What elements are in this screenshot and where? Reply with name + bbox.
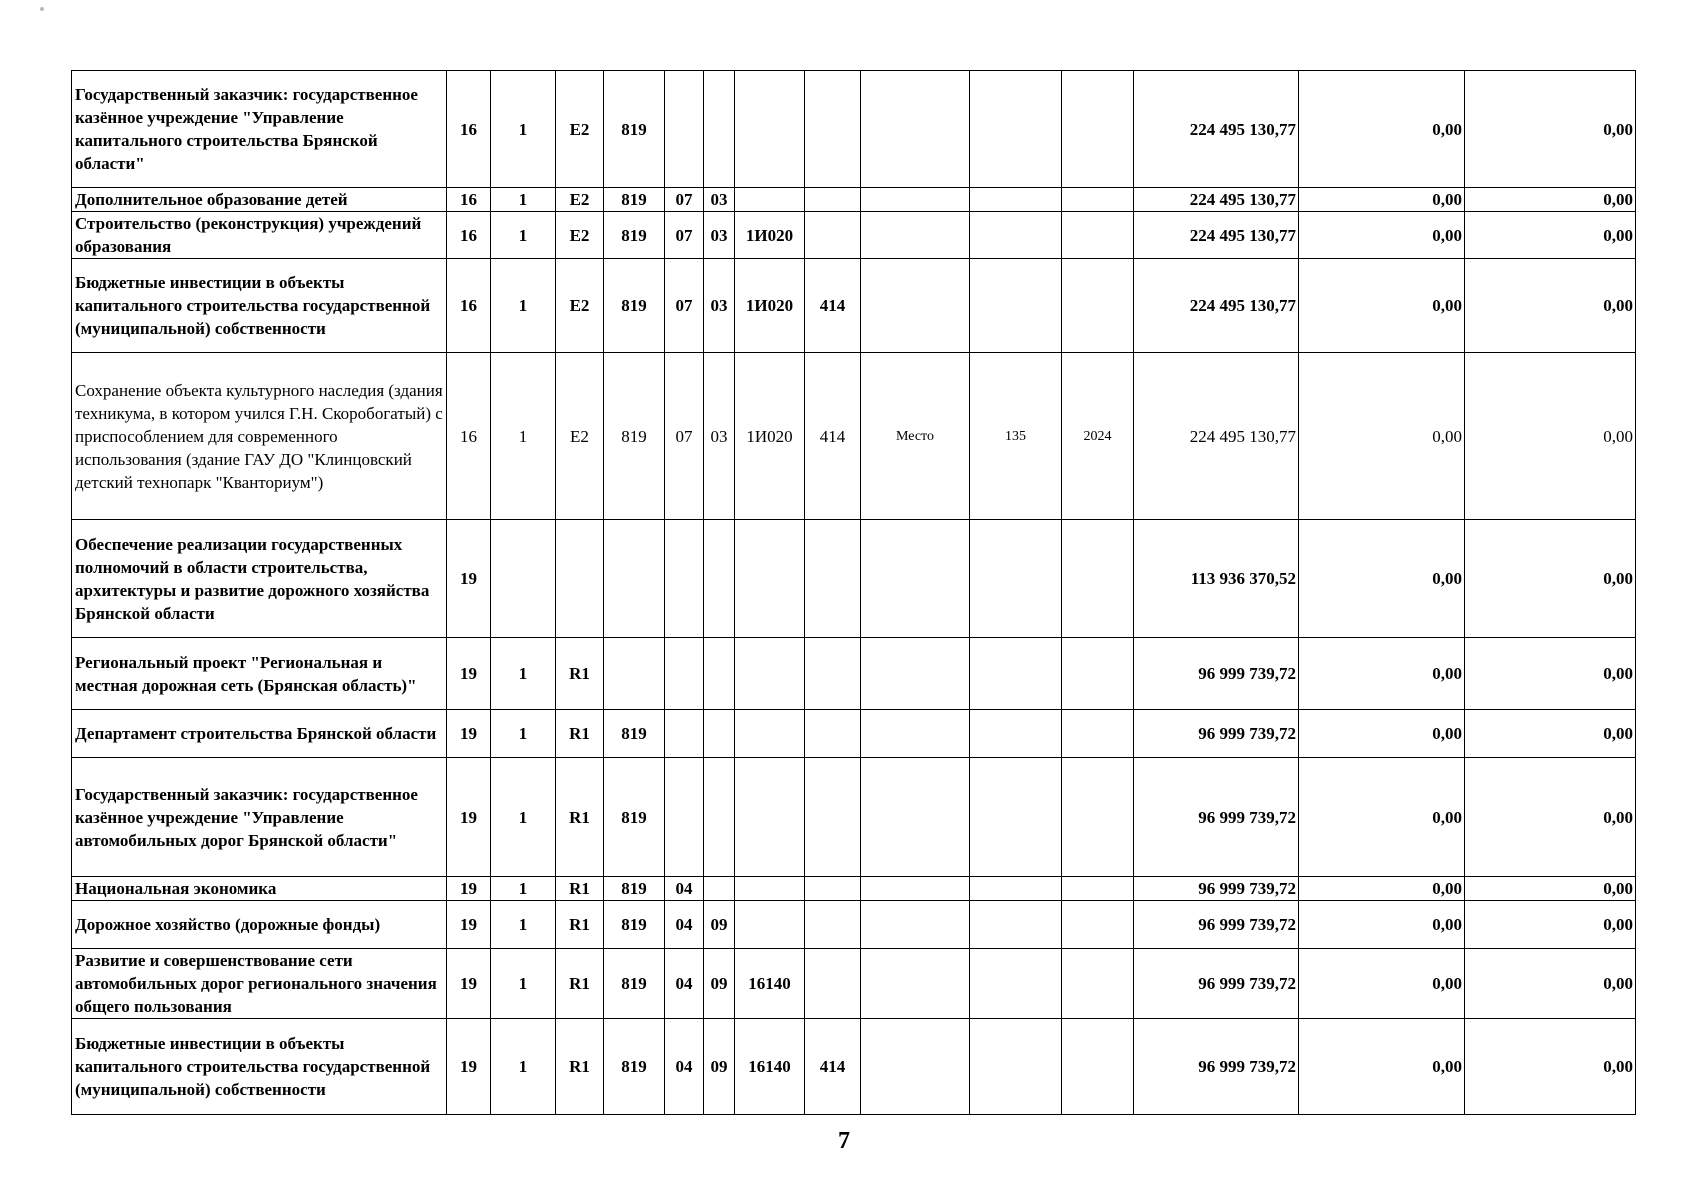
col-unit-cell	[861, 901, 970, 949]
table-row	[72, 949, 1636, 1019]
col-819-cell: 819	[604, 901, 665, 949]
row-name-cell: Государственный заказчик: государственное казённое учреждение "Управление автомобильных дорог Брянской области"	[72, 758, 447, 877]
col-unit-cell	[861, 638, 970, 710]
col-1-cell: 1	[491, 949, 556, 1019]
col-amount-1-cell: 96 999 739,72	[1134, 1019, 1299, 1115]
col-amount-2-cell: 0,00	[1299, 638, 1465, 710]
col-section-cell	[665, 758, 704, 877]
row-name-cell: Бюджетные инвестиции в объекты капитального строительства государственной (муниципальной) собственности	[72, 259, 447, 353]
col-section-cell: 04	[665, 877, 704, 901]
col-1-cell: 1	[491, 758, 556, 877]
col-819-cell	[604, 638, 665, 710]
col-capacity-cell	[970, 949, 1062, 1019]
col-1-cell: 1	[491, 212, 556, 259]
col-type-cell	[805, 212, 861, 259]
col-code-cell: R1	[556, 1019, 604, 1115]
col-item-cell	[735, 877, 805, 901]
col-capacity-cell	[970, 758, 1062, 877]
col-year-cell	[1062, 1019, 1134, 1115]
col-item-cell: 1И020	[735, 353, 805, 520]
row-name-cell: Развитие и совершенствование сети автомобильных дорог регионального значения общего пользования	[72, 949, 447, 1019]
col-819-cell: 819	[604, 212, 665, 259]
col-year-cell	[1062, 520, 1134, 638]
table-row	[72, 353, 1636, 520]
col-year-cell	[1062, 710, 1134, 758]
col-capacity-cell: 135	[970, 353, 1062, 520]
col-unit-cell	[861, 710, 970, 758]
col-capacity-cell	[970, 259, 1062, 353]
col-amount-3-cell: 0,00	[1465, 1019, 1636, 1115]
row-name-cell: Дополнительное образование детей	[72, 188, 447, 212]
col-code-cell: R1	[556, 758, 604, 877]
col-item-cell	[735, 188, 805, 212]
col-amount-2-cell: 0,00	[1299, 710, 1465, 758]
col-amount-2-cell: 0,00	[1299, 188, 1465, 212]
col-1-cell: 1	[491, 188, 556, 212]
table-row	[72, 1019, 1636, 1115]
col-year-cell	[1062, 638, 1134, 710]
col-amount-3-cell: 0,00	[1465, 901, 1636, 949]
col-type-cell: 414	[805, 353, 861, 520]
col-amount-2-cell: 0,00	[1299, 1019, 1465, 1115]
col-code-cell: E2	[556, 353, 604, 520]
col-year-cell	[1062, 188, 1134, 212]
col-section-cell: 07	[665, 212, 704, 259]
col-section-cell: 07	[665, 188, 704, 212]
col-type-cell	[805, 877, 861, 901]
col-item-cell	[735, 758, 805, 877]
col-code-cell	[556, 520, 604, 638]
col-16-cell: 16	[447, 353, 491, 520]
table-row	[72, 638, 1636, 710]
budget-table	[71, 70, 1636, 1115]
col-code-cell: R1	[556, 901, 604, 949]
col-type-cell	[805, 71, 861, 188]
col-code-cell: E2	[556, 212, 604, 259]
col-amount-1-cell: 96 999 739,72	[1134, 949, 1299, 1019]
col-section-cell	[665, 710, 704, 758]
col-16-cell: 19	[447, 520, 491, 638]
row-name-cell: Региональный проект "Региональная и местная дорожная сеть (Брянская область)"	[72, 638, 447, 710]
col-subsection-cell	[704, 638, 735, 710]
col-819-cell: 819	[604, 353, 665, 520]
col-amount-3-cell: 0,00	[1465, 71, 1636, 188]
col-subsection-cell: 09	[704, 1019, 735, 1115]
col-amount-3-cell: 0,00	[1465, 188, 1636, 212]
col-unit-cell	[861, 71, 970, 188]
col-819-cell: 819	[604, 949, 665, 1019]
col-item-cell: 1И020	[735, 212, 805, 259]
table-row	[72, 71, 1636, 188]
col-subsection-cell	[704, 71, 735, 188]
col-subsection-cell	[704, 758, 735, 877]
col-section-cell: 07	[665, 259, 704, 353]
col-unit-cell	[861, 758, 970, 877]
col-item-cell: 16140	[735, 1019, 805, 1115]
table-body	[72, 71, 1636, 1115]
col-819-cell: 819	[604, 259, 665, 353]
col-amount-3-cell: 0,00	[1465, 259, 1636, 353]
col-unit-cell	[861, 520, 970, 638]
col-unit-cell	[861, 212, 970, 259]
table-row	[72, 758, 1636, 877]
col-item-cell	[735, 520, 805, 638]
col-subsection-cell: 03	[704, 188, 735, 212]
col-subsection-cell: 09	[704, 949, 735, 1019]
col-item-cell: 16140	[735, 949, 805, 1019]
col-code-cell: E2	[556, 71, 604, 188]
col-subsection-cell	[704, 877, 735, 901]
col-16-cell: 19	[447, 758, 491, 877]
col-amount-1-cell: 96 999 739,72	[1134, 901, 1299, 949]
col-year-cell	[1062, 758, 1134, 877]
col-amount-3-cell: 0,00	[1465, 520, 1636, 638]
col-unit-cell	[861, 188, 970, 212]
col-code-cell: R1	[556, 949, 604, 1019]
col-amount-1-cell: 224 495 130,77	[1134, 259, 1299, 353]
row-name-cell: Строительство (реконструкция) учреждений образования	[72, 212, 447, 259]
col-amount-2-cell: 0,00	[1299, 353, 1465, 520]
row-name-cell: Департамент строительства Брянской области	[72, 710, 447, 758]
col-1-cell: 1	[491, 353, 556, 520]
table-row	[72, 212, 1636, 259]
col-amount-3-cell: 0,00	[1465, 710, 1636, 758]
col-819-cell: 819	[604, 71, 665, 188]
col-1-cell	[491, 520, 556, 638]
col-16-cell: 19	[447, 949, 491, 1019]
col-section-cell: 04	[665, 949, 704, 1019]
col-item-cell	[735, 710, 805, 758]
col-type-cell	[805, 758, 861, 877]
col-capacity-cell	[970, 188, 1062, 212]
col-amount-2-cell: 0,00	[1299, 520, 1465, 638]
page-number: 7	[838, 1128, 850, 1154]
col-year-cell	[1062, 949, 1134, 1019]
col-1-cell: 1	[491, 877, 556, 901]
row-name-cell: Сохранение объекта культурного наследия (здания техникума, в котором учился Г.Н. Скоробогатый) с приспособлением для современного использования (здание ГАУ ДО "Клинцовский детский технопарк "Кванториум")	[72, 353, 447, 520]
col-amount-2-cell: 0,00	[1299, 758, 1465, 877]
col-amount-3-cell: 0,00	[1465, 212, 1636, 259]
col-year-cell	[1062, 877, 1134, 901]
col-16-cell: 16	[447, 259, 491, 353]
col-1-cell: 1	[491, 1019, 556, 1115]
col-capacity-cell	[970, 520, 1062, 638]
col-type-cell	[805, 901, 861, 949]
col-subsection-cell: 03	[704, 259, 735, 353]
col-amount-1-cell: 224 495 130,77	[1134, 188, 1299, 212]
col-type-cell	[805, 520, 861, 638]
col-amount-3-cell: 0,00	[1465, 758, 1636, 877]
col-type-cell: 414	[805, 1019, 861, 1115]
col-unit-cell	[861, 259, 970, 353]
col-code-cell: R1	[556, 877, 604, 901]
col-type-cell	[805, 188, 861, 212]
col-16-cell: 19	[447, 638, 491, 710]
col-section-cell	[665, 638, 704, 710]
col-amount-1-cell: 224 495 130,77	[1134, 353, 1299, 520]
col-subsection-cell: 03	[704, 353, 735, 520]
row-name-cell: Обеспечение реализации государственных полномочий в области строительства, архитектуры и развитие дорожного хозяйства Брянской области	[72, 520, 447, 638]
col-year-cell: 2024	[1062, 353, 1134, 520]
col-unit-cell	[861, 877, 970, 901]
col-capacity-cell	[970, 212, 1062, 259]
col-amount-2-cell: 0,00	[1299, 949, 1465, 1019]
col-819-cell: 819	[604, 188, 665, 212]
col-amount-3-cell: 0,00	[1465, 638, 1636, 710]
col-16-cell: 16	[447, 188, 491, 212]
col-amount-1-cell: 96 999 739,72	[1134, 758, 1299, 877]
col-amount-1-cell: 224 495 130,77	[1134, 71, 1299, 188]
col-amount-1-cell: 96 999 739,72	[1134, 710, 1299, 758]
row-name-cell: Дорожное хозяйство (дорожные фонды)	[72, 901, 447, 949]
col-year-cell	[1062, 259, 1134, 353]
col-code-cell: R1	[556, 638, 604, 710]
col-16-cell: 19	[447, 877, 491, 901]
col-item-cell	[735, 638, 805, 710]
col-unit-cell: Место	[861, 353, 970, 520]
col-16-cell: 19	[447, 710, 491, 758]
col-section-cell: 04	[665, 901, 704, 949]
col-code-cell: E2	[556, 188, 604, 212]
col-16-cell: 19	[447, 901, 491, 949]
col-amount-3-cell: 0,00	[1465, 353, 1636, 520]
col-1-cell: 1	[491, 638, 556, 710]
table-row	[72, 710, 1636, 758]
col-16-cell: 16	[447, 212, 491, 259]
col-capacity-cell	[970, 1019, 1062, 1115]
col-819-cell	[604, 520, 665, 638]
col-amount-1-cell: 224 495 130,77	[1134, 212, 1299, 259]
col-section-cell	[665, 520, 704, 638]
col-year-cell	[1062, 212, 1134, 259]
row-name-cell: Государственный заказчик: государственное казённое учреждение "Управление капитального строительства Брянской области"	[72, 71, 447, 188]
scan-speck	[40, 7, 44, 11]
col-subsection-cell: 03	[704, 212, 735, 259]
col-subsection-cell	[704, 520, 735, 638]
col-type-cell	[805, 949, 861, 1019]
col-type-cell	[805, 638, 861, 710]
col-subsection-cell	[704, 710, 735, 758]
col-amount-2-cell: 0,00	[1299, 259, 1465, 353]
col-unit-cell	[861, 1019, 970, 1115]
table-row	[72, 901, 1636, 949]
col-amount-1-cell: 96 999 739,72	[1134, 638, 1299, 710]
col-819-cell: 819	[604, 758, 665, 877]
col-819-cell: 819	[604, 877, 665, 901]
table-row	[72, 520, 1636, 638]
table-row	[72, 877, 1636, 901]
col-amount-2-cell: 0,00	[1299, 212, 1465, 259]
col-amount-2-cell: 0,00	[1299, 71, 1465, 188]
col-unit-cell	[861, 949, 970, 1019]
col-1-cell: 1	[491, 710, 556, 758]
col-subsection-cell: 09	[704, 901, 735, 949]
col-section-cell: 04	[665, 1019, 704, 1115]
col-type-cell: 414	[805, 259, 861, 353]
col-code-cell: E2	[556, 259, 604, 353]
col-amount-2-cell: 0,00	[1299, 901, 1465, 949]
row-name-cell: Национальная экономика	[72, 877, 447, 901]
col-code-cell: R1	[556, 710, 604, 758]
col-1-cell: 1	[491, 71, 556, 188]
col-amount-3-cell: 0,00	[1465, 877, 1636, 901]
col-item-cell: 1И020	[735, 259, 805, 353]
col-capacity-cell	[970, 71, 1062, 188]
row-name-cell: Бюджетные инвестиции в объекты капитального строительства государственной (муниципальной) собственности	[72, 1019, 447, 1115]
col-capacity-cell	[970, 877, 1062, 901]
col-amount-1-cell: 113 936 370,52	[1134, 520, 1299, 638]
col-1-cell: 1	[491, 901, 556, 949]
table-row	[72, 259, 1636, 353]
col-capacity-cell	[970, 638, 1062, 710]
col-819-cell: 819	[604, 710, 665, 758]
col-item-cell	[735, 71, 805, 188]
col-capacity-cell	[970, 901, 1062, 949]
col-amount-2-cell: 0,00	[1299, 877, 1465, 901]
col-819-cell: 819	[604, 1019, 665, 1115]
table-row	[72, 188, 1636, 212]
col-16-cell: 19	[447, 1019, 491, 1115]
col-year-cell	[1062, 71, 1134, 188]
col-capacity-cell	[970, 710, 1062, 758]
col-1-cell: 1	[491, 259, 556, 353]
col-amount-3-cell: 0,00	[1465, 949, 1636, 1019]
col-section-cell	[665, 71, 704, 188]
col-item-cell	[735, 901, 805, 949]
col-16-cell: 16	[447, 71, 491, 188]
col-section-cell: 07	[665, 353, 704, 520]
col-amount-1-cell: 96 999 739,72	[1134, 877, 1299, 901]
col-year-cell	[1062, 901, 1134, 949]
col-type-cell	[805, 710, 861, 758]
